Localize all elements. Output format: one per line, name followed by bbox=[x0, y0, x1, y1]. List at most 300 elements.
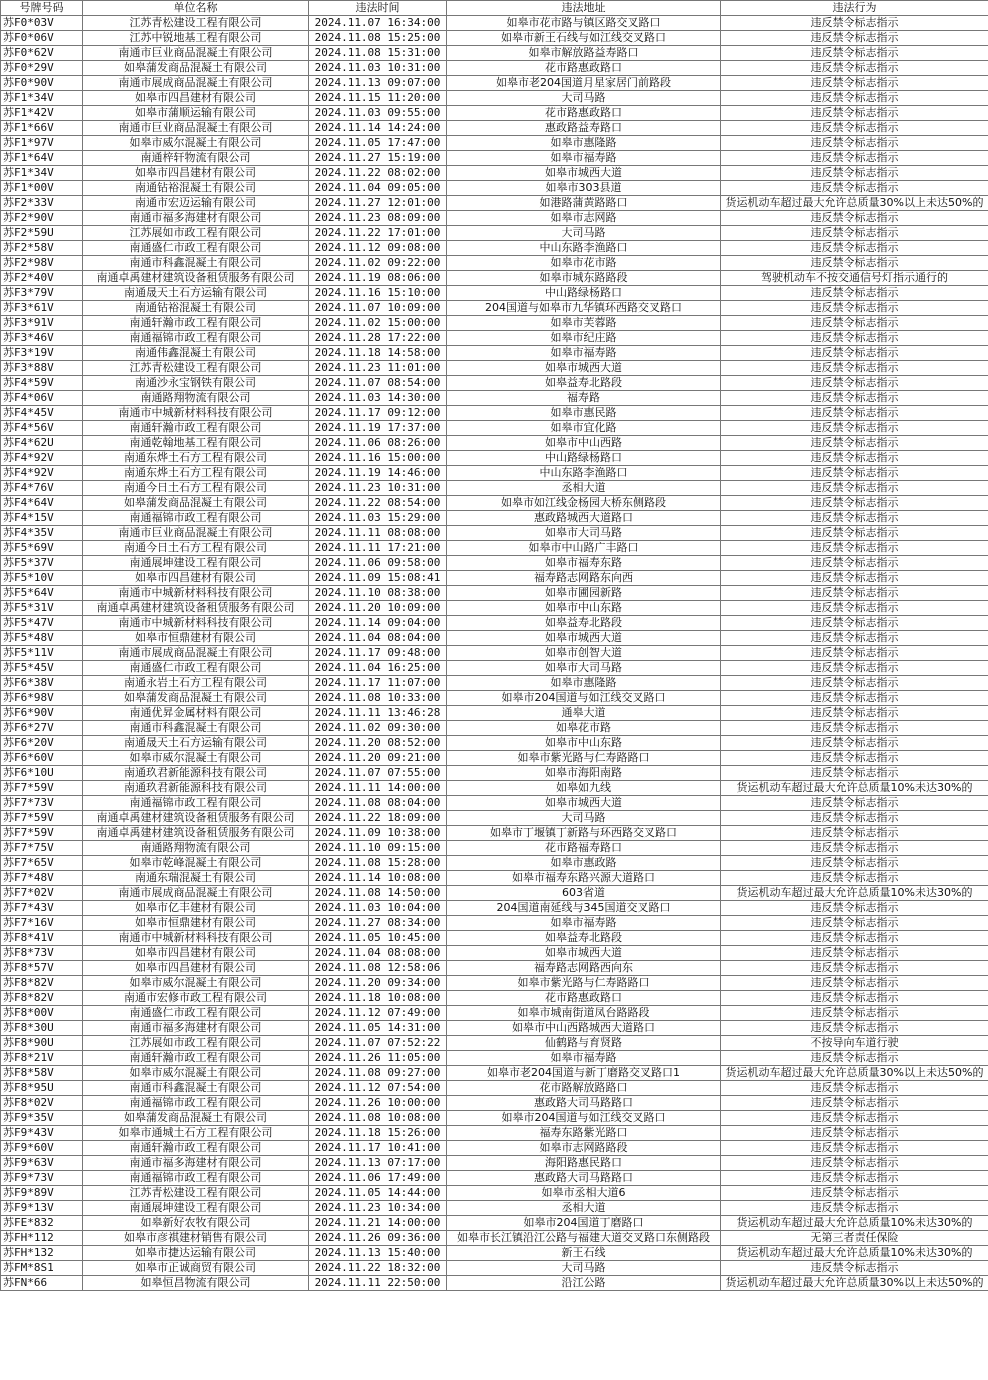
cell-violation: 违反禁令标志指示 bbox=[721, 76, 988, 91]
table-row bbox=[1, 1246, 988, 1261]
cell-plate: 苏F1*34V bbox=[1, 166, 83, 181]
cell-time: 2024.11.18 14:58:00 bbox=[309, 346, 447, 361]
cell-company: 如皋市四昌建材有限公司 bbox=[83, 961, 309, 976]
cell-company: 南通晟天土石方运输有限公司 bbox=[83, 286, 309, 301]
table-row bbox=[1, 556, 988, 571]
cell-plate: 苏FM*8S1 bbox=[1, 1261, 83, 1276]
cell-plate: 苏F5*69V bbox=[1, 541, 83, 556]
cell-time: 2024.11.07 08:54:00 bbox=[309, 376, 447, 391]
cell-company: 南通轩瀚市政工程有限公司 bbox=[83, 1141, 309, 1156]
cell-violation: 违反禁令标志指示 bbox=[721, 1156, 988, 1171]
table-row bbox=[1, 241, 988, 256]
cell-company: 南通市中城新材料科技有限公司 bbox=[83, 406, 309, 421]
cell-company: 如皋恒昌物流有限公司 bbox=[83, 1276, 309, 1291]
cell-violation: 货运机动车超过最大允许总质量10%未达30%的 bbox=[721, 1246, 988, 1261]
table-row bbox=[1, 1066, 988, 1081]
cell-violation: 违反禁令标志指示 bbox=[721, 931, 988, 946]
cell-violation: 违反禁令标志指示 bbox=[721, 571, 988, 586]
table-row bbox=[1, 1261, 988, 1276]
cell-time: 2024.11.04 09:05:00 bbox=[309, 181, 447, 196]
cell-time: 2024.11.23 08:09:00 bbox=[309, 211, 447, 226]
cell-address: 如皋市新王石线与如江线交叉路口 bbox=[447, 31, 721, 46]
table-row bbox=[1, 1081, 988, 1096]
cell-time: 2024.11.07 07:55:00 bbox=[309, 766, 447, 781]
cell-address: 如皋市长江镇沿江公路与福建大道交叉路口东侧路段 bbox=[447, 1231, 721, 1246]
table-row bbox=[1, 511, 988, 526]
cell-violation: 违反禁令标志指示 bbox=[721, 901, 988, 916]
cell-address: 如皋市城西大道 bbox=[447, 166, 721, 181]
cell-time: 2024.11.19 17:37:00 bbox=[309, 421, 447, 436]
cell-violation: 违反禁令标志指示 bbox=[721, 916, 988, 931]
cell-address: 如皋市204国道与如江线交叉路口 bbox=[447, 1111, 721, 1126]
cell-time: 2024.11.27 08:34:00 bbox=[309, 916, 447, 931]
cell-address: 如皋市福寿东路 bbox=[447, 556, 721, 571]
cell-time: 2024.11.26 10:00:00 bbox=[309, 1096, 447, 1111]
cell-plate: 苏F1*34V bbox=[1, 91, 83, 106]
cell-time: 2024.11.09 10:38:00 bbox=[309, 826, 447, 841]
cell-plate: 苏F9*43V bbox=[1, 1126, 83, 1141]
cell-time: 2024.11.14 14:24:00 bbox=[309, 121, 447, 136]
cell-company: 南通玖君新能源科技有限公司 bbox=[83, 766, 309, 781]
cell-plate: 苏F1*66V bbox=[1, 121, 83, 136]
cell-plate: 苏F4*59V bbox=[1, 376, 83, 391]
cell-plate: 苏F3*46V bbox=[1, 331, 83, 346]
cell-violation: 货运机动车超过最大允许总质量30%以上未达50%的 bbox=[721, 196, 988, 211]
cell-plate: 苏F6*38V bbox=[1, 676, 83, 691]
cell-time: 2024.11.09 15:08:41 bbox=[309, 571, 447, 586]
cell-address: 如皋市中山西路 bbox=[447, 436, 721, 451]
cell-address: 福寿路志网路东向西 bbox=[447, 571, 721, 586]
cell-company: 如皋市威尔混凝土有限公司 bbox=[83, 751, 309, 766]
cell-violation: 违反禁令标志指示 bbox=[721, 211, 988, 226]
cell-plate: 苏F7*59V bbox=[1, 781, 83, 796]
cell-plate: 苏F0*90V bbox=[1, 76, 83, 91]
cell-company: 江苏青松建设工程有限公司 bbox=[83, 1186, 309, 1201]
table-row bbox=[1, 91, 988, 106]
cell-violation: 违反禁令标志指示 bbox=[721, 706, 988, 721]
cell-company: 江苏中锐地基工程有限公司 bbox=[83, 31, 309, 46]
cell-plate: 苏F2*40V bbox=[1, 271, 83, 286]
cell-violation: 违反禁令标志指示 bbox=[721, 556, 988, 571]
cell-company: 南通市科鑫混凝土有限公司 bbox=[83, 256, 309, 271]
cell-time: 2024.11.18 10:08:00 bbox=[309, 991, 447, 1006]
table-header bbox=[1, 1, 988, 16]
cell-address: 如皋市福寿路 bbox=[447, 151, 721, 166]
cell-company: 如皋蒲发商品混凝土有限公司 bbox=[83, 691, 309, 706]
table-row bbox=[1, 1141, 988, 1156]
cell-violation: 驾驶机动车不按交通信号灯指示通行的 bbox=[721, 271, 988, 286]
cell-plate: 苏FH*112 bbox=[1, 1231, 83, 1246]
cell-time: 2024.11.05 10:45:00 bbox=[309, 931, 447, 946]
cell-address: 如皋市惠政路 bbox=[447, 856, 721, 871]
cell-plate: 苏F5*10V bbox=[1, 571, 83, 586]
cell-violation: 违反禁令标志指示 bbox=[721, 466, 988, 481]
cell-violation: 违反禁令标志指示 bbox=[721, 991, 988, 1006]
cell-violation: 违反禁令标志指示 bbox=[721, 631, 988, 646]
cell-violation: 违反禁令标志指示 bbox=[721, 451, 988, 466]
table-row bbox=[1, 961, 988, 976]
cell-time: 2024.11.12 09:08:00 bbox=[309, 241, 447, 256]
table-row bbox=[1, 481, 988, 496]
table-row bbox=[1, 436, 988, 451]
cell-time: 2024.11.20 08:52:00 bbox=[309, 736, 447, 751]
cell-plate: 苏F8*73V bbox=[1, 946, 83, 961]
cell-violation: 违反禁令标志指示 bbox=[721, 436, 988, 451]
cell-time: 2024.11.28 17:22:00 bbox=[309, 331, 447, 346]
cell-address: 丞相大道 bbox=[447, 1201, 721, 1216]
cell-address: 如皋市城南街道凤台路路段 bbox=[447, 1006, 721, 1021]
cell-time: 2024.11.08 08:04:00 bbox=[309, 796, 447, 811]
cell-plate: 苏F1*64V bbox=[1, 151, 83, 166]
cell-violation: 违反禁令标志指示 bbox=[721, 1201, 988, 1216]
cell-company: 江苏青松建设工程有限公司 bbox=[83, 361, 309, 376]
cell-violation: 货运机动车超过最大允许总质量30%以上未达50%的 bbox=[721, 1276, 988, 1291]
cell-time: 2024.11.11 22:50:00 bbox=[309, 1276, 447, 1291]
cell-violation: 违反禁令标志指示 bbox=[721, 811, 988, 826]
cell-address: 中山路绿杨路口 bbox=[447, 286, 721, 301]
table-row bbox=[1, 211, 988, 226]
cell-time: 2024.11.03 14:30:00 bbox=[309, 391, 447, 406]
table-row bbox=[1, 751, 988, 766]
cell-address: 福寿路 bbox=[447, 391, 721, 406]
cell-violation: 违反禁令标志指示 bbox=[721, 241, 988, 256]
header-time: 违法时间 bbox=[309, 1, 447, 16]
cell-address: 如皋花市路 bbox=[447, 721, 721, 736]
table-row bbox=[1, 1051, 988, 1066]
cell-time: 2024.11.13 15:40:00 bbox=[309, 1246, 447, 1261]
table-row bbox=[1, 856, 988, 871]
table-row bbox=[1, 661, 988, 676]
table-row bbox=[1, 1126, 988, 1141]
cell-time: 2024.11.26 09:36:00 bbox=[309, 1231, 447, 1246]
cell-address: 如皋市204国道与如江线交叉路口 bbox=[447, 691, 721, 706]
cell-plate: 苏F4*06V bbox=[1, 391, 83, 406]
cell-time: 2024.11.12 07:49:00 bbox=[309, 1006, 447, 1021]
cell-address: 如皋市中山东路 bbox=[447, 601, 721, 616]
cell-time: 2024.11.02 15:00:00 bbox=[309, 316, 447, 331]
cell-address: 如皋市老204国道月星家居门前路段 bbox=[447, 76, 721, 91]
cell-plate: 苏F8*00V bbox=[1, 1006, 83, 1021]
cell-address: 如皋市中山东路 bbox=[447, 736, 721, 751]
table-row bbox=[1, 1006, 988, 1021]
cell-violation: 违反禁令标志指示 bbox=[721, 61, 988, 76]
cell-plate: 苏F8*95U bbox=[1, 1081, 83, 1096]
cell-company: 南通优昇金属材料有限公司 bbox=[83, 706, 309, 721]
cell-violation: 违反禁令标志指示 bbox=[721, 31, 988, 46]
table-row bbox=[1, 616, 988, 631]
cell-address: 如皋市城西大道 bbox=[447, 796, 721, 811]
cell-company: 南通轩瀚市政工程有限公司 bbox=[83, 316, 309, 331]
cell-address: 如皋市303县道 bbox=[447, 181, 721, 196]
table-row bbox=[1, 766, 988, 781]
cell-address: 如皋市城东路路段 bbox=[447, 271, 721, 286]
table-row bbox=[1, 916, 988, 931]
cell-address: 惠政路城西大道路口 bbox=[447, 511, 721, 526]
cell-address: 如皋市圃园新路 bbox=[447, 586, 721, 601]
table-row bbox=[1, 406, 988, 421]
cell-company: 如皋蒲发商品混凝土有限公司 bbox=[83, 61, 309, 76]
table-row bbox=[1, 976, 988, 991]
cell-time: 2024.11.22 17:01:00 bbox=[309, 226, 447, 241]
cell-company: 南通市展成商品混凝土有限公司 bbox=[83, 76, 309, 91]
table-row bbox=[1, 1201, 988, 1216]
cell-company: 如皋市恒鼎建材有限公司 bbox=[83, 916, 309, 931]
table-row bbox=[1, 931, 988, 946]
table-row bbox=[1, 841, 988, 856]
cell-address: 新王石线 bbox=[447, 1246, 721, 1261]
cell-violation: 违反禁令标志指示 bbox=[721, 46, 988, 61]
cell-violation: 违反禁令标志指示 bbox=[721, 1096, 988, 1111]
cell-address: 204国道南延线与345国道交叉路口 bbox=[447, 901, 721, 916]
cell-plate: 苏F7*16V bbox=[1, 916, 83, 931]
table-row bbox=[1, 31, 988, 46]
table-row bbox=[1, 106, 988, 121]
cell-violation: 违反禁令标志指示 bbox=[721, 406, 988, 421]
cell-time: 2024.11.19 14:46:00 bbox=[309, 466, 447, 481]
cell-time: 2024.11.17 11:07:00 bbox=[309, 676, 447, 691]
cell-company: 南通沙永宝钢铁有限公司 bbox=[83, 376, 309, 391]
cell-address: 603省道 bbox=[447, 886, 721, 901]
table-row bbox=[1, 631, 988, 646]
cell-plate: 苏F9*60V bbox=[1, 1141, 83, 1156]
cell-violation: 违反禁令标志指示 bbox=[721, 541, 988, 556]
cell-address: 惠政路大司马路路口 bbox=[447, 1171, 721, 1186]
cell-address: 如皋市花市路与镇区路交叉路口 bbox=[447, 16, 721, 31]
cell-address: 如皋益寿北路段 bbox=[447, 616, 721, 631]
table-row bbox=[1, 736, 988, 751]
cell-address: 通皋大道 bbox=[447, 706, 721, 721]
cell-address: 如皋市丞相大道6 bbox=[447, 1186, 721, 1201]
table-row bbox=[1, 991, 988, 1006]
cell-time: 2024.11.06 09:58:00 bbox=[309, 556, 447, 571]
cell-company: 南通市福多海建材有限公司 bbox=[83, 211, 309, 226]
header-row bbox=[1, 1, 988, 16]
cell-plate: 苏F8*58V bbox=[1, 1066, 83, 1081]
cell-company: 南通市宏迈运输有限公司 bbox=[83, 196, 309, 211]
cell-time: 2024.11.13 09:07:00 bbox=[309, 76, 447, 91]
table-row bbox=[1, 376, 988, 391]
cell-address: 大司马路 bbox=[447, 811, 721, 826]
cell-violation: 违反禁令标志指示 bbox=[721, 121, 988, 136]
cell-time: 2024.11.22 18:32:00 bbox=[309, 1261, 447, 1276]
table-row bbox=[1, 1096, 988, 1111]
table-row bbox=[1, 136, 988, 151]
cell-time: 2024.11.19 08:06:00 bbox=[309, 271, 447, 286]
cell-plate: 苏F9*89V bbox=[1, 1186, 83, 1201]
cell-company: 如皋市四昌建材有限公司 bbox=[83, 946, 309, 961]
cell-plate: 苏F8*82V bbox=[1, 991, 83, 1006]
cell-time: 2024.11.04 08:04:00 bbox=[309, 631, 447, 646]
table-row bbox=[1, 1036, 988, 1051]
cell-time: 2024.11.23 10:34:00 bbox=[309, 1201, 447, 1216]
cell-company: 南通市福多海建材有限公司 bbox=[83, 1156, 309, 1171]
cell-company: 江苏青松建设工程有限公司 bbox=[83, 16, 309, 31]
cell-violation: 违反禁令标志指示 bbox=[721, 691, 988, 706]
cell-plate: 苏F7*48V bbox=[1, 871, 83, 886]
cell-time: 2024.11.27 15:19:00 bbox=[309, 151, 447, 166]
table-row bbox=[1, 1111, 988, 1126]
cell-plate: 苏F0*62V bbox=[1, 46, 83, 61]
cell-address: 如皋市福寿路 bbox=[447, 916, 721, 931]
cell-plate: 苏F7*59V bbox=[1, 826, 83, 841]
cell-plate: 苏F5*31V bbox=[1, 601, 83, 616]
cell-company: 如皋蒲发商品混凝土有限公司 bbox=[83, 1111, 309, 1126]
cell-violation: 违反禁令标志指示 bbox=[721, 481, 988, 496]
cell-company: 如皋市威尔混凝土有限公司 bbox=[83, 1066, 309, 1081]
cell-time: 2024.11.11 14:00:00 bbox=[309, 781, 447, 796]
cell-time: 2024.11.04 08:08:00 bbox=[309, 946, 447, 961]
cell-plate: 苏F0*06V bbox=[1, 31, 83, 46]
table-row bbox=[1, 706, 988, 721]
cell-address: 如皋市如江线金杨园大桥东侧路段 bbox=[447, 496, 721, 511]
cell-address: 如皋市城西大道 bbox=[447, 361, 721, 376]
cell-plate: 苏F2*98V bbox=[1, 256, 83, 271]
cell-time: 2024.11.06 08:26:00 bbox=[309, 436, 447, 451]
cell-address: 如皋市大司马路 bbox=[447, 661, 721, 676]
cell-company: 南通轩瀚市政工程有限公司 bbox=[83, 421, 309, 436]
cell-plate: 苏F9*35V bbox=[1, 1111, 83, 1126]
table-row bbox=[1, 571, 988, 586]
cell-violation: 不按导向车道行驶 bbox=[721, 1036, 988, 1051]
cell-address: 如皋市志网路 bbox=[447, 211, 721, 226]
cell-company: 南通乾翰地基工程有限公司 bbox=[83, 436, 309, 451]
cell-company: 南通市巨业商品混凝土有限公司 bbox=[83, 526, 309, 541]
cell-company: 如皋市乾峰混凝土有限公司 bbox=[83, 856, 309, 871]
cell-address: 如皋市纪庄路 bbox=[447, 331, 721, 346]
table-row bbox=[1, 886, 988, 901]
cell-violation: 违反禁令标志指示 bbox=[721, 796, 988, 811]
cell-time: 2024.11.11 13:46:28 bbox=[309, 706, 447, 721]
table-row bbox=[1, 391, 988, 406]
table-row bbox=[1, 1186, 988, 1201]
cell-violation: 违反禁令标志指示 bbox=[721, 841, 988, 856]
table-row bbox=[1, 901, 988, 916]
cell-company: 南通梓轩物流有限公司 bbox=[83, 151, 309, 166]
cell-company: 南通市科鑫混凝土有限公司 bbox=[83, 721, 309, 736]
cell-time: 2024.11.20 09:34:00 bbox=[309, 976, 447, 991]
cell-violation: 违反禁令标志指示 bbox=[721, 676, 988, 691]
cell-time: 2024.11.21 14:00:00 bbox=[309, 1216, 447, 1231]
cell-time: 2024.11.22 08:02:00 bbox=[309, 166, 447, 181]
table-row bbox=[1, 526, 988, 541]
cell-time: 2024.11.02 09:22:00 bbox=[309, 256, 447, 271]
cell-violation: 违反禁令标志指示 bbox=[721, 976, 988, 991]
cell-company: 南通福锦市政工程有限公司 bbox=[83, 1096, 309, 1111]
cell-plate: 苏F6*60V bbox=[1, 751, 83, 766]
cell-time: 2024.11.20 09:21:00 bbox=[309, 751, 447, 766]
cell-address: 丞相大道 bbox=[447, 481, 721, 496]
cell-violation: 违反禁令标志指示 bbox=[721, 1051, 988, 1066]
cell-violation: 违反禁令标志指示 bbox=[721, 736, 988, 751]
cell-violation: 违反禁令标志指示 bbox=[721, 346, 988, 361]
cell-address: 如皋市惠民路 bbox=[447, 406, 721, 421]
cell-violation: 违反禁令标志指示 bbox=[721, 1171, 988, 1186]
table-row bbox=[1, 601, 988, 616]
cell-plate: 苏F7*02V bbox=[1, 886, 83, 901]
cell-time: 2024.11.11 08:08:00 bbox=[309, 526, 447, 541]
cell-time: 2024.11.05 14:31:00 bbox=[309, 1021, 447, 1036]
cell-company: 南通路翔物流有限公司 bbox=[83, 841, 309, 856]
cell-company: 如皋市四昌建材有限公司 bbox=[83, 166, 309, 181]
cell-violation: 违反禁令标志指示 bbox=[721, 496, 988, 511]
table-row bbox=[1, 1156, 988, 1171]
table-row bbox=[1, 1231, 988, 1246]
cell-violation: 货运机动车超过最大允许总质量10%未达30%的 bbox=[721, 1216, 988, 1231]
cell-company: 南通福锦市政工程有限公司 bbox=[83, 511, 309, 526]
cell-time: 2024.11.23 10:31:00 bbox=[309, 481, 447, 496]
cell-time: 2024.11.11 17:21:00 bbox=[309, 541, 447, 556]
cell-plate: 苏F5*47V bbox=[1, 616, 83, 631]
cell-plate: 苏F6*98V bbox=[1, 691, 83, 706]
cell-plate: 苏F5*64V bbox=[1, 586, 83, 601]
cell-time: 2024.11.16 15:10:00 bbox=[309, 286, 447, 301]
cell-company: 如皋市捷达运输有限公司 bbox=[83, 1246, 309, 1261]
cell-time: 2024.11.15 11:20:00 bbox=[309, 91, 447, 106]
cell-plate: 苏F1*00V bbox=[1, 181, 83, 196]
cell-company: 如皋市通城土石方工程有限公司 bbox=[83, 1126, 309, 1141]
cell-plate: 苏F6*90V bbox=[1, 706, 83, 721]
cell-address: 中山东路李渔路口 bbox=[447, 466, 721, 481]
cell-address: 如皋市紫光路与仁寿路路口 bbox=[447, 976, 721, 991]
cell-time: 2024.11.12 07:54:00 bbox=[309, 1081, 447, 1096]
table-row bbox=[1, 1276, 988, 1291]
cell-company: 南通东烨土石方工程有限公司 bbox=[83, 466, 309, 481]
cell-violation: 违反禁令标志指示 bbox=[721, 1081, 988, 1096]
cell-time: 2024.11.14 09:04:00 bbox=[309, 616, 447, 631]
cell-violation: 违反禁令标志指示 bbox=[721, 106, 988, 121]
table-row bbox=[1, 61, 988, 76]
cell-company: 南通路翔物流有限公司 bbox=[83, 391, 309, 406]
table-row bbox=[1, 286, 988, 301]
table-row bbox=[1, 421, 988, 436]
table-row bbox=[1, 346, 988, 361]
cell-plate: 苏F8*41V bbox=[1, 931, 83, 946]
cell-violation: 违反禁令标志指示 bbox=[721, 511, 988, 526]
cell-violation: 违反禁令标志指示 bbox=[721, 721, 988, 736]
cell-plate: 苏F3*19V bbox=[1, 346, 83, 361]
cell-address: 如皋如九线 bbox=[447, 781, 721, 796]
cell-time: 2024.11.08 10:33:00 bbox=[309, 691, 447, 706]
cell-company: 南通东瑞混凝土有限公司 bbox=[83, 871, 309, 886]
table-row bbox=[1, 946, 988, 961]
cell-address: 如皋市惠隆路 bbox=[447, 676, 721, 691]
cell-company: 南通盛仁市政工程有限公司 bbox=[83, 241, 309, 256]
cell-company: 南通市中城新材料科技有限公司 bbox=[83, 931, 309, 946]
cell-address: 如皋市解放路益寿路口 bbox=[447, 46, 721, 61]
cell-time: 2024.11.22 18:09:00 bbox=[309, 811, 447, 826]
cell-company: 如皋市亿丰建材有限公司 bbox=[83, 901, 309, 916]
table-row bbox=[1, 1171, 988, 1186]
cell-plate: 苏F4*15V bbox=[1, 511, 83, 526]
cell-violation: 违反禁令标志指示 bbox=[721, 421, 988, 436]
cell-company: 南通盛仁市政工程有限公司 bbox=[83, 1006, 309, 1021]
header-violation: 违法行为 bbox=[721, 1, 988, 16]
cell-address: 如皋市中山西路城西大道路口 bbox=[447, 1021, 721, 1036]
cell-time: 2024.11.08 14:50:00 bbox=[309, 886, 447, 901]
cell-violation: 违反禁令标志指示 bbox=[721, 16, 988, 31]
cell-violation: 违反禁令标志指示 bbox=[721, 871, 988, 886]
table-row bbox=[1, 541, 988, 556]
cell-time: 2024.11.08 09:27:00 bbox=[309, 1066, 447, 1081]
cell-time: 2024.11.08 15:28:00 bbox=[309, 856, 447, 871]
cell-company: 南通盛仁市政工程有限公司 bbox=[83, 661, 309, 676]
cell-violation: 货运机动车超过最大允许总质量10%未达30%的 bbox=[721, 781, 988, 796]
cell-company: 如皋市威尔混凝土有限公司 bbox=[83, 136, 309, 151]
cell-plate: 苏F2*58V bbox=[1, 241, 83, 256]
cell-address: 如皋益寿北路段 bbox=[447, 376, 721, 391]
cell-violation: 违反禁令标志指示 bbox=[721, 1126, 988, 1141]
cell-company: 南通市巨业商品混凝土有限公司 bbox=[83, 46, 309, 61]
